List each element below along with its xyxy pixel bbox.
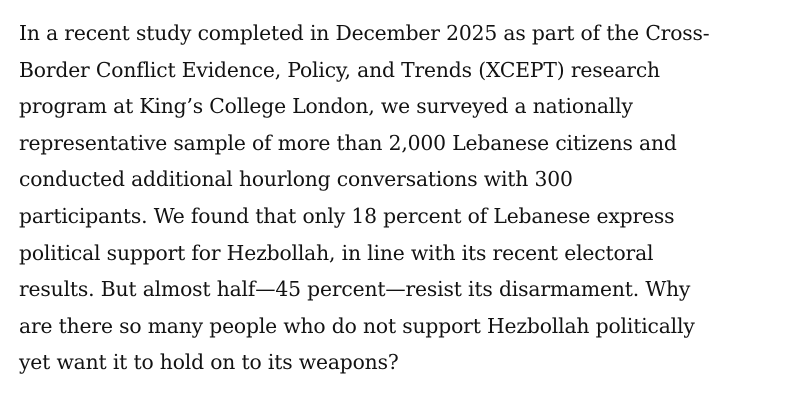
paragraph-line: program at King’s College London, we surveyed a nationally bbox=[19, 94, 633, 119]
paragraph-line: political support for Hezbollah, in line with its recent electoral bbox=[19, 240, 654, 265]
paragraph-line: are there so many people who do not support Hezbollah politically bbox=[19, 313, 695, 338]
paragraph-line: participants. We found that only 18 percent of Lebanese express bbox=[19, 203, 675, 228]
paragraph-line: conducted additional hourlong conversations with 300 bbox=[19, 167, 573, 192]
paragraph-line: Border Conflict Evidence, Policy, and Trends (XCEPT) research bbox=[19, 57, 660, 82]
paragraph-line: yet want it to hold on to its weapons? bbox=[19, 350, 399, 375]
article-paragraph bbox=[19, 15, 789, 381]
paragraph-line: results. But almost half—45 percent—resist its disarmament. Why bbox=[19, 277, 691, 302]
paragraph-line: In a recent study completed in December 2025 as part of the Cross- bbox=[19, 21, 710, 45]
paragraph-line: representative sample of more than 2,000 Lebanese citizens and bbox=[19, 130, 677, 155]
